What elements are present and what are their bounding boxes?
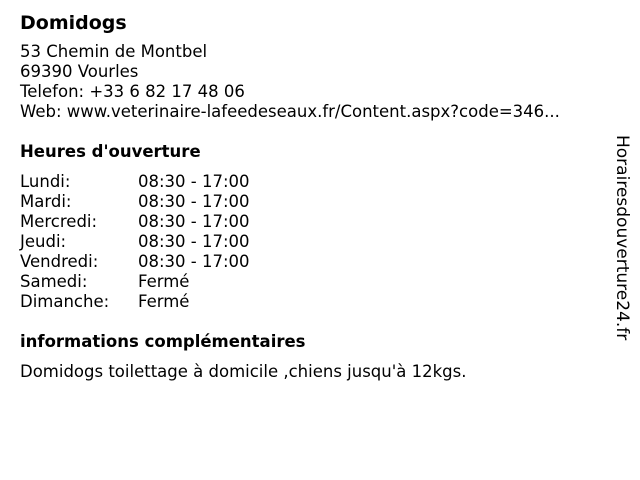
business-name: Domidogs	[20, 12, 127, 34]
hours-time: Fermé	[138, 292, 190, 311]
hours-time: Fermé	[138, 272, 190, 291]
hours-row-friday	[20, 252, 600, 272]
hours-row-monday	[20, 172, 600, 192]
hours-day: Jeudi:	[20, 232, 67, 251]
hours-day: Vendredi:	[20, 252, 99, 271]
hours-row-sunday	[20, 292, 600, 312]
hours-row-thursday	[20, 232, 600, 252]
hours-row-wednesday	[20, 212, 600, 232]
hours-time: 08:30 - 17:00	[138, 192, 250, 211]
hours-day: Mercredi:	[20, 212, 98, 231]
additional-info-heading: informations complémentaires	[20, 332, 306, 351]
hours-time: 08:30 - 17:00	[138, 212, 250, 231]
hours-time: 08:30 - 17:00	[138, 172, 250, 191]
address-city: 69390 Vourles	[20, 62, 139, 81]
hours-day: Dimanche:	[20, 292, 110, 311]
site-watermark: Horairesdouverture24.fr	[612, 135, 632, 341]
opening-hours-heading: Heures d'ouverture	[20, 142, 201, 161]
hours-day: Samedi:	[20, 272, 88, 291]
additional-info-text: Domidogs toilettage à domicile ,chiens jusqu'à 12kgs.	[20, 362, 467, 381]
business-card	[20, 11, 600, 382]
hours-time: 08:30 - 17:00	[138, 232, 250, 251]
hours-day: Lundi:	[20, 172, 71, 191]
hours-time: 08:30 - 17:00	[138, 252, 250, 271]
phone-number: Telefon: +33 6 82 17 48 06	[20, 82, 245, 101]
hours-row-tuesday	[20, 192, 600, 212]
hours-row-saturday	[20, 272, 600, 292]
hours-day: Mardi:	[20, 192, 72, 211]
address-street: 53 Chemin de Montbel	[20, 42, 208, 61]
opening-hours-table	[20, 172, 600, 312]
website-link: Web: www.veterinaire-lafeedeseaux.fr/Content.aspx?code=346...	[20, 102, 560, 121]
